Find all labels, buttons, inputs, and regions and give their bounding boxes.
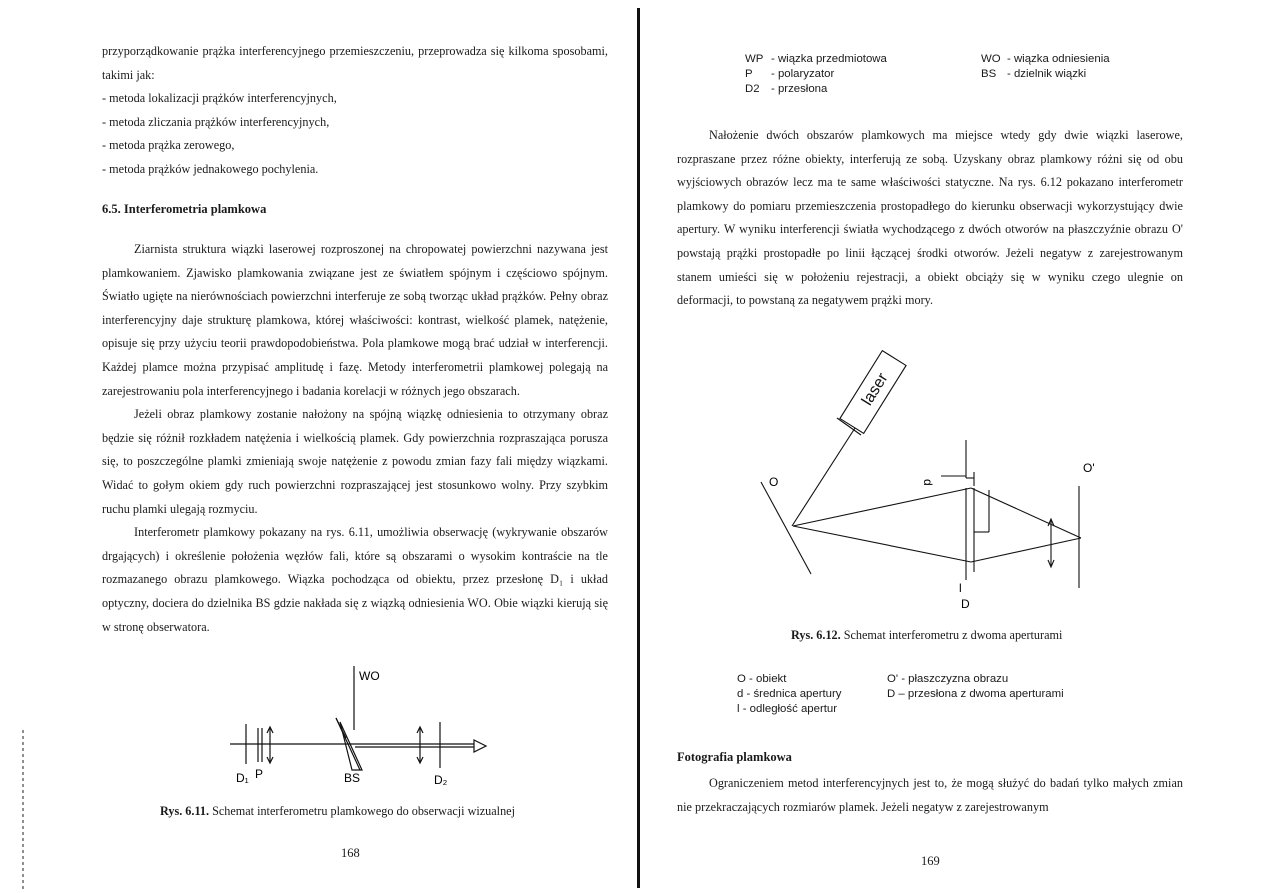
label-laser: laser bbox=[858, 370, 892, 409]
legend-item: d - średnica apertury bbox=[737, 688, 842, 700]
caption-text: Schemat interferometru plamkowego do obserwacji wizualnej bbox=[212, 804, 515, 818]
paragraph: Interferometr plamkowy pokazany na rys. 6.11, umożliwia obserwację (wykrywanie obszarów drgających) i określenie położenia węzłów fali, które są obszarami o wysokim kontraście na tle rozmazanego obrazu plamkowego. Wiązka pochodząca od obiektu, przez przesłonę D₁ i układ optyczny, dociera do dzielnika BS gdzie nakłada się z wiązką odniesienia WO. Obie wiązki kierują się w stronę obserwatora. bbox=[102, 525, 608, 634]
book-spine bbox=[637, 8, 640, 888]
legend-item: BS - dzielnik wiązki bbox=[981, 68, 1087, 80]
ray-upper bbox=[793, 488, 971, 526]
body-text bbox=[677, 772, 1183, 819]
legend-bottom-left bbox=[737, 672, 841, 717]
label-o: O bbox=[769, 475, 779, 489]
paragraph: Jeżeli obraz plamkowy zostanie nałożony na spójną wiązkę odniesienia to otrzymany obraz będzie się różnił rozkładem natężenia i wielkością plamek. Gdy powierzchnia rozpraszająca porusza się, to poszczególne plamki zmieniają swoje natężenie z powodu zmian fazy fali między wiązkami. Widać to gołym okiem gdy ruch powierzchni rozpraszającej jest stosunkowo wolny. Przy szybkim ruchu plamki ulegają rozmyciu. bbox=[102, 407, 608, 516]
caption-number: Rys. 6.11. bbox=[160, 804, 210, 818]
beam-splitter-prism bbox=[340, 722, 362, 770]
legend-top-left bbox=[745, 52, 887, 97]
list-item: - metoda prążka zerowego, bbox=[102, 138, 235, 153]
methods-list bbox=[102, 87, 608, 181]
legend-item: O - obiekt bbox=[737, 673, 787, 685]
label-d1: D₁ bbox=[236, 771, 249, 785]
caption-text: Schemat interferometru z dwoma aperturami bbox=[843, 628, 1063, 642]
label-l: l bbox=[959, 581, 962, 595]
observer-arrow-icon bbox=[474, 740, 486, 752]
legend-item: D2 - przesłona bbox=[745, 83, 828, 95]
figure-6-12-diagram bbox=[645, 340, 1263, 620]
paragraph: Ograniczeniem metod interferencyjnych jest to, że mogą służyć do badań tylko małych zmian nie przekraczających rozmiarów plamek. Jeżeli negatyw z zarejestrowanym bbox=[677, 776, 1183, 814]
intro-paragraph: przyporządkowanie prążka interferencyjnego przemieszczeniu, przeprowadza się kilkoma sposobami, takimi jak: bbox=[102, 44, 608, 82]
paragraph: Ziarnista struktura wiązki laserowej rozproszonej na chropowatej powierzchni nazywana jest plamkowaniem. Zjawisko plamkowania związane jest ze światłem spójnym i częściowo spójnym. Światło ugięte na nierównościach powierzchni interferuje ze sobą tworząc układ prążków. Pełny obraz interferencyjny daje strukturę plamkowa, której właściwości: kontrast, wielkość plamek, natężenie, opisuje się przy użyciu teorii prawdopodobieństwa. Pola plamkowe mogą brać udział w interferencji. Każdej plamce można przypisać amplitudę i fazę. Metody interferometrii plamkowej polegają na zarejestrowaniu pola interferencyjnego i badania korelacji w różnych jego obszarach. bbox=[102, 242, 608, 398]
label-bs: BS bbox=[344, 771, 361, 785]
list-item: - metoda prążków jednakowego pochylenia. bbox=[102, 161, 319, 176]
list-item: - metoda lokalizacji prążków interferencyjnych, bbox=[102, 91, 337, 106]
figure-6-11-diagram bbox=[0, 658, 630, 808]
legend-item: l - odległość apertur bbox=[737, 703, 838, 715]
label-d: d bbox=[921, 479, 935, 486]
legend-item: P - polaryzator bbox=[745, 68, 835, 80]
section-heading: 6.5. Interferometria plamkowa bbox=[102, 202, 267, 216]
label-p: P bbox=[255, 767, 264, 781]
page-number: 168 bbox=[341, 846, 360, 860]
legend-item: D – przesłona z dwoma aperturami bbox=[887, 688, 1064, 700]
section-heading: Fotografia plamkowa bbox=[677, 750, 792, 764]
ray-lower bbox=[793, 526, 971, 562]
label-wo: WO bbox=[359, 669, 380, 683]
legend-top-right bbox=[981, 52, 1110, 82]
legend-item: WO - wiązka odniesienia bbox=[981, 53, 1110, 65]
label-d2: D₂ bbox=[434, 773, 448, 787]
page-number: 169 bbox=[921, 854, 940, 868]
legend-item: O' - płaszczyzna obrazu bbox=[887, 673, 1009, 685]
figure-caption bbox=[160, 804, 515, 819]
legend-bottom-right bbox=[887, 672, 1064, 702]
body-text bbox=[677, 124, 1183, 313]
left-page bbox=[0, 0, 630, 893]
list-item: - metoda zliczania prążków interferencyjnych, bbox=[102, 114, 330, 129]
legend-item: WP - wiązka przedmiotowa bbox=[745, 53, 887, 65]
intro-block bbox=[102, 40, 608, 182]
laser-source bbox=[840, 351, 906, 434]
caption-number: Rys. 6.12. bbox=[791, 628, 841, 642]
paragraph: Nałożenie dwóch obszarów plamkowych ma miejsce wtedy gdy dwie wiązki laserowe, rozpraszane przez różne obiekty, interferują ze sobą. Uzyskany obraz plamkowy różni się od obu wyjściowych obrazów lecz ma te same właściwości statyczne. Na rys. 6.12 pokazano interferometr plamkowy do pomiaru przemieszczenia prostopadłego do kierunku obserwacji wykorzystujący dwie apertury. W wyniku interferencji światła wychodzącego z dwóch otworów na płaszczyźnie obrazu O' powstają prążki prostopadłe po linii łączącej środki otworów. Jeżeli negatyw z zarejestrowanym stanem umieści się w położeniu rejestracji, a obiekt obciąży się w wyniku czego ulegnie on deformacji, to powstaną za negatywem prążki mory. bbox=[677, 128, 1183, 308]
ray-lower-converge bbox=[971, 538, 1081, 562]
figure-caption bbox=[791, 628, 1062, 643]
right-page bbox=[645, 0, 1263, 893]
ray-upper-converge bbox=[971, 488, 1081, 538]
body-text bbox=[102, 238, 608, 639]
beam-direction-arrow bbox=[837, 418, 861, 435]
laser-beam bbox=[792, 428, 855, 526]
label-o-prime: O' bbox=[1083, 461, 1095, 475]
label-D: D bbox=[961, 597, 970, 611]
